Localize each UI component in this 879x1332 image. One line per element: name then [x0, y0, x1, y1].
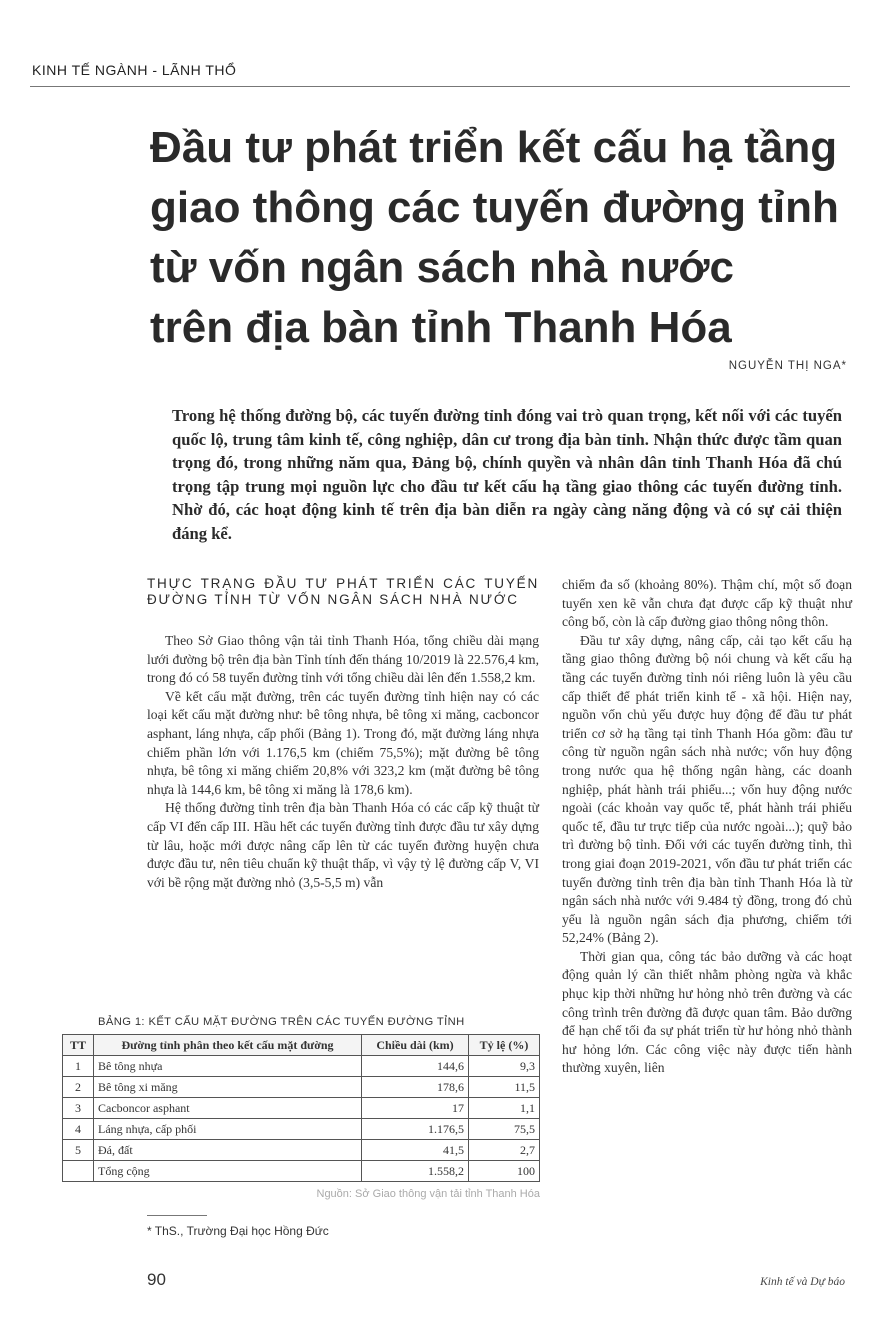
right-column: [562, 576, 852, 1078]
column-header: Chiều dài (km): [362, 1035, 469, 1056]
footnote: * ThS., Trường Đại học Hồng Đức: [147, 1224, 329, 1238]
table-cell: 3: [63, 1098, 94, 1119]
author-name: NGUYỄN THỊ NGA*: [728, 360, 847, 372]
table-cell: Đá, đất: [94, 1140, 362, 1161]
left-column: [147, 576, 539, 892]
table-row: [63, 1077, 540, 1098]
table-cell: Láng nhựa, cấp phối: [94, 1119, 362, 1140]
table-row: [63, 1119, 540, 1140]
table-cell: 4: [63, 1119, 94, 1140]
table-cell: 5: [63, 1140, 94, 1161]
table-1: [62, 1016, 540, 1200]
table-cell: 1,1: [469, 1098, 540, 1119]
table-cell: 2: [63, 1077, 94, 1098]
title-line: từ vốn ngân sách nhà nước: [150, 243, 734, 292]
table-cell: 1.558,2: [362, 1161, 469, 1182]
column-header: TT: [63, 1035, 94, 1056]
footnote-divider: [147, 1215, 207, 1216]
table-cell: 144,6: [362, 1056, 469, 1077]
table-cell: 2,7: [469, 1140, 540, 1161]
table-cell: 1.176,5: [362, 1119, 469, 1140]
paragraph: Theo Sở Giao thông vận tải tỉnh Thanh Hóa, tổng chiều dài mạng lưới đường bộ trên địa bàn Tỉnh tính đến tháng 10/2019 là 22.576,4 km, trong đó có 58 tuyến đường tỉnh với tổng chiều dài lên đến 1.558,2 km.: [147, 633, 539, 686]
section-heading: THỰC TRẠNG ĐẦU TƯ PHÁT TRIỂN CÁC TUYẾN ĐƯỜNG TỈNH TỪ VỐN NGÂN SÁCH NHÀ NƯỚC: [147, 576, 539, 607]
table-header-row: [63, 1035, 540, 1056]
column-header: Đường tỉnh phân theo kết cấu mặt đường: [94, 1035, 362, 1056]
table-total-row: [63, 1161, 540, 1182]
table-row: [63, 1140, 540, 1161]
paragraph: Hệ thống đường tỉnh trên địa bàn Thanh Hóa có các cấp kỹ thuật từ cấp VI đến cấp III. Hầu hết các tuyến đường tỉnh được đầu tư xây dựng từ lâu, hoặc mới được nâng cấp lên từ các tuyến đường huyện chưa được đầu tư, nên tiêu chuẩn kỹ thuật thấp, vì vậy tỷ lệ đường cấp V, VI với bề rộng mặt đường nhỏ (3,5-5,5 m) vẫn: [147, 800, 539, 890]
paragraph: chiếm đa số (khoảng 80%). Thậm chí, một số đoạn tuyến xen kẽ vẫn chưa đạt được cấp kỹ thuật như công bố, còn là cấp đường giao thông nông thôn.: [562, 577, 852, 630]
table-row: [63, 1056, 540, 1077]
table-cell: [63, 1161, 94, 1182]
table-cell: 1: [63, 1056, 94, 1077]
table-cell: 100: [469, 1161, 540, 1182]
table-cell: Bê tông xi măng: [94, 1077, 362, 1098]
title-line: trên địa bàn tỉnh Thanh Hóa: [150, 303, 732, 352]
abstract: Trong hệ thống đường bộ, các tuyến đường tỉnh đóng vai trò quan trọng, kết nối với các tuyến quốc lộ, trung tâm kinh tế, công nghiệp, dân cư trong địa bàn tỉnh. Nhận thức được tầm quan trọng đó, trong những năm qua, Đảng bộ, chính quyền và nhân dân tỉnh Thanh Hóa đã chú trọng tập trung mọi nguồn lực cho đầu tư kết cấu hạ tầng giao thông các tuyến đường tỉnh. Nhờ đó, các hoạt động kinh tế trên địa bàn diễn ra ngày càng năng động và có sự cải thiện đáng kể.: [172, 406, 842, 543]
title-line: Đầu tư phát triển kết cấu hạ tầng: [150, 123, 838, 172]
table-cell: Tổng cộng: [94, 1161, 362, 1182]
table-cell: 9,3: [469, 1056, 540, 1077]
table-cell: 75,5: [469, 1119, 540, 1140]
table-cell: 41,5: [362, 1140, 469, 1161]
table-row: [63, 1098, 540, 1119]
paragraph: Về kết cấu mặt đường, trên các tuyến đường tỉnh hiện nay có các loại kết cấu mặt đường như: bê tông nhựa, bê tông xi măng, cacboncor asphant, láng nhựa, cấp phối (Bảng 1). Trong đó, mặt đường láng nhựa chiếm phần lớn với 1.176,5 km (chiếm 75,5%); mặt đường bê tông nhựa, bê tông xi măng chiếm 20,8% với 323,2 km (mặt đường bê tông nhựa là 144,6 km, bê tông xi măng là 178,6 km).: [147, 688, 539, 797]
paragraph: Thời gian qua, công tác bảo dưỡng và các hoạt động quản lý cần thiết nhằm phòng ngừa và khắc phục kịp thời những hư hỏng nhỏ trên đường và các công trình trên đường đã được quan tâm. Bảo dưỡng để hạn chế tối đa sự phát triển từ hư hỏng nhỏ thành hư hỏng lớn. Các công việc này được tiến hành thường xuyên, liên: [562, 948, 852, 1076]
table-cell: 11,5: [469, 1077, 540, 1098]
table-cell: Cacboncor asphant: [94, 1098, 362, 1119]
data-table: [62, 1034, 540, 1182]
table-cell: Bê tông nhựa: [94, 1056, 362, 1077]
table-source: Nguồn: Sở Giao thông vận tải tỉnh Thanh Hóa: [316, 1188, 540, 1200]
paragraph: Đầu tư xây dựng, nâng cấp, cải tạo kết cấu hạ tầng giao thông đường bộ nói chung và kết cấu hạ tầng các tuyến đường tỉnh nói riêng luôn là yêu cầu cấp thiết để phát triển kinh tế - xã hội. Hiện nay, nguồn vốn chủ yếu được huy động để đầu tư phát triển cơ sở hạ tầng tại tỉnh Thanh Hóa gồm: đầu tư công từ nguồn ngân sách nhà nước; vốn huy động trong nước qua hệ thống ngân hàng, các doanh nghiệp, phát hành trái phiếu...; vốn huy động nước ngoài (các khoản vay quốc tế, phát hành trái phiếu quốc tế, đầu tư trực tiếp của nước ngoài...); quỹ bảo trì đường bộ tỉnh. Đối với các tuyến đường tỉnh, thì trong giai đoạn 2019-2021, vốn đầu tư phát triển các tuyến đường tỉnh trên địa bàn tỉnh Thanh Hóa là từ ngân sách nhà nước với 9.484 tỷ đồng, trong đó chủ yếu là nguồn ngân sách địa phương, chiếm tới 52,24% (Bảng 2).: [562, 632, 852, 946]
article-title: [150, 118, 870, 358]
table-cell: 17: [362, 1098, 469, 1119]
table-cell: 178,6: [362, 1077, 469, 1098]
page-number: 90: [147, 1270, 166, 1289]
column-header: Tỷ lệ (%): [469, 1035, 540, 1056]
title-line: giao thông các tuyến đường tỉnh: [150, 183, 839, 232]
journal-name: Kinh tế và Dự báo: [760, 1276, 845, 1288]
header-divider: [30, 86, 850, 87]
section-header: KINH TẾ NGÀNH - LÃNH THỔ: [32, 62, 237, 78]
table-title: BẢNG 1: KẾT CẤU MẶT ĐƯỜNG TRÊN CÁC TUYẾN ĐƯỜNG TỈNH: [98, 1016, 465, 1028]
